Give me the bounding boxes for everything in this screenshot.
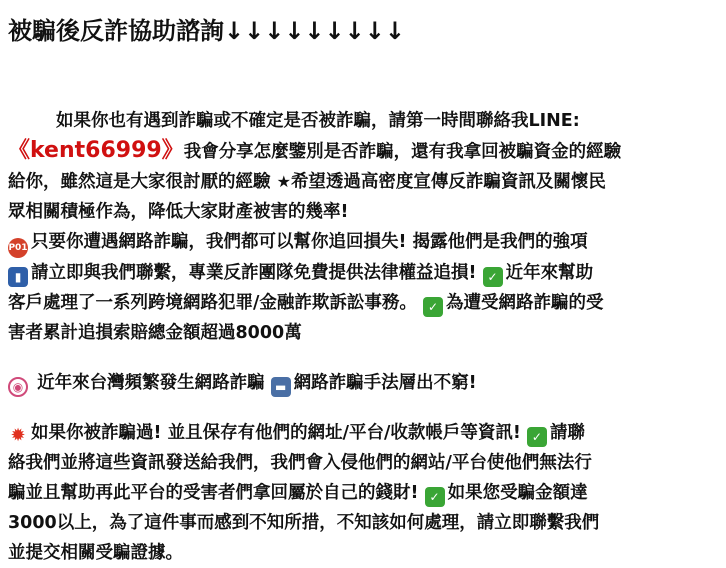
intro-paragraph-cont: [8, 136, 718, 348]
intro-line-7: 客戶處理了一系列跨境網路犯罪/金融詐欺訴訟事務。: [8, 293, 417, 313]
help-line-2: 絡我們並將這些資訊發送給我們，我們會入侵他們的網站/平台使他們無法行: [8, 453, 592, 473]
intro-line-6: 請立即與我們聯繫，專業反詐團隊免費提供法律權益追損!: [31, 263, 477, 283]
help-line-1-rest: 請聯: [549, 423, 585, 443]
alert-part-1: 近年來台灣頻繁發生網路詐騙: [37, 373, 265, 393]
intro-line-5: 只要你遭遇網路詐騙，我們都可以幫你追回損失! 揭露他們是我們的強項: [31, 232, 588, 252]
help-line-3-rest: 如果您受騙金額達: [447, 483, 588, 503]
check-mark-icon: ✓: [423, 297, 443, 317]
line-id-link[interactable]: 《kent66999》: [8, 138, 184, 163]
angry-face-icon: P01: [8, 238, 28, 258]
help-line-1: 如果你被詐騙過! 並且保存有他們的網址/平台/收款帳戶等資訊!: [31, 423, 521, 443]
intro-paragraph: [8, 106, 718, 136]
help-line-3: 騙並且幫助再此平台的受害者們拿回屬於自己的錢財!: [8, 483, 419, 503]
police-car-icon: ▬: [271, 377, 291, 397]
page-title: 被騙後反詐協助諮詢↓↓↓↓↓↓↓↓↓: [8, 17, 405, 45]
help-line-4: 3000以上，為了這件事而感到不知所措，不知該如何處理，請立即聯繫我們: [8, 513, 600, 533]
clown-face-icon: ◉: [8, 377, 28, 397]
check-mark-icon: ✓: [425, 487, 445, 507]
intro-line-3-rest: 希望透過高密度宣傳反詐騙資訊及關懷民: [290, 172, 606, 192]
alert-paragraph: [8, 368, 718, 398]
intro-line-1: 如果你也有遇到詐騙或不確定是否被詐騙，請第一時間聯絡我LINE:: [56, 111, 580, 131]
help-line-5: 並提交相關受騙證據。: [8, 543, 183, 563]
intro-line-2: 我會分享怎麼鑒別是否詐騙，還有我拿回被騙資金的經驗: [183, 142, 622, 162]
intro-line-3: 給你，雖然這是大家很討厭的經驗: [8, 172, 271, 192]
intro-line-6-rest: 近年來幫助: [505, 263, 594, 283]
check-mark-icon: ✓: [483, 267, 503, 287]
intro-line-7-rest: 為遭受網路詐騙的受: [445, 293, 604, 313]
intro-line-4: 眾相關積極作為，降低大家財產被害的幾率!: [8, 202, 349, 222]
intro-line-8: 害者累計追損索賠總金額超過8000萬: [8, 323, 302, 343]
collision-icon: ✹: [8, 426, 28, 446]
star-icon: ★: [276, 172, 291, 191]
alert-part-2: 網路詐騙手法層出不窮!: [293, 373, 477, 393]
check-mark-icon: ✓: [527, 427, 547, 447]
mobile-phone-icon: ▮: [8, 267, 28, 287]
